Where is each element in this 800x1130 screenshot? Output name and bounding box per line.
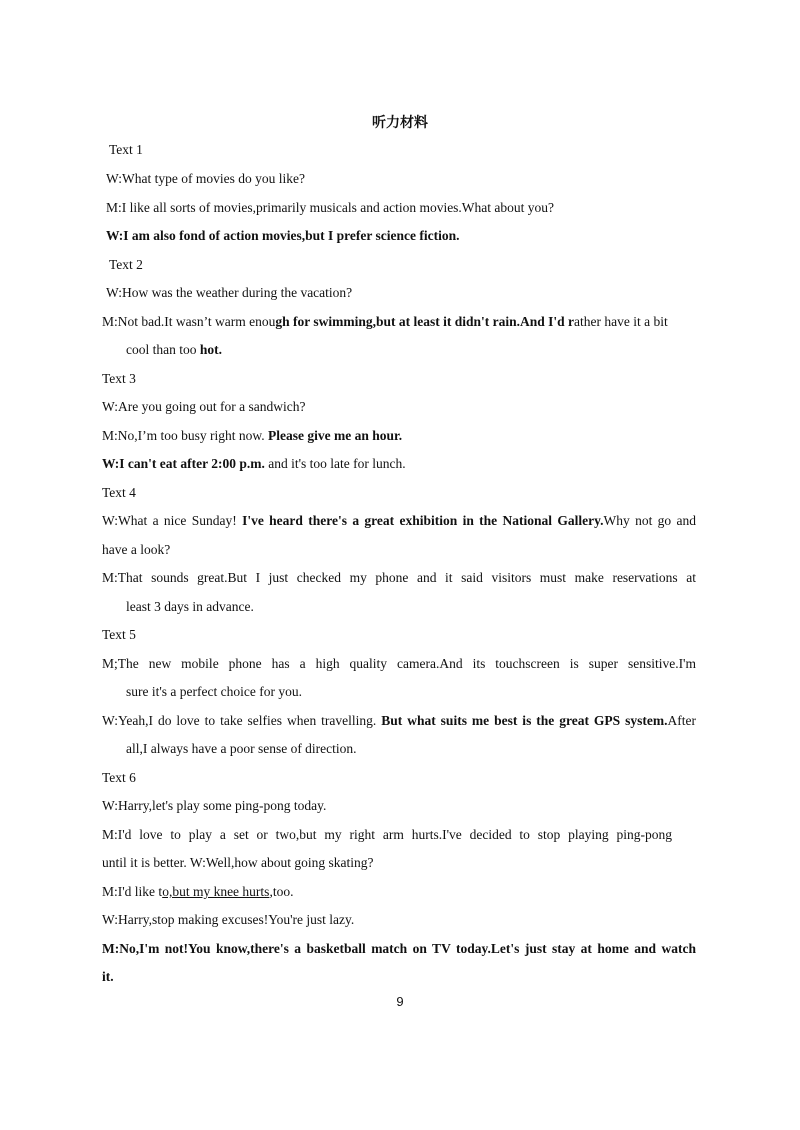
text1-line-3: W:I am also fond of action movies,but I prefer science fiction. — [106, 228, 460, 243]
text4-line-4: least 3 days in advance. — [126, 599, 254, 614]
text6-heading: Text 6 — [102, 770, 136, 785]
text6-line-7: it. — [102, 969, 114, 984]
text6-line-3: until it is better. W:Well,how about going skating? — [102, 855, 374, 870]
text1-line-2: M:I like all sorts of movies,primarily musicals and action movies.What about you? — [106, 200, 555, 215]
text2-line-2: M:Not bad.It wasn’t warm enough for swimming,but at least it didn't rain.And I'd rather have it a bit — [102, 314, 668, 329]
text5-line-4: all,I always have a poor sense of direction. — [126, 741, 357, 756]
text1-line-1: W:What type of movies do you like? — [106, 171, 305, 186]
text5-heading: Text 5 — [102, 627, 136, 642]
text1-heading: Text 1 — [109, 142, 143, 157]
text3-line-2: M:No,I’m too busy right now. Please give me an hour. — [102, 428, 403, 443]
text4-heading: Text 4 — [102, 485, 136, 500]
text3-heading: Text 3 — [102, 371, 136, 386]
text3-line-1: W:Are you going out for a sandwich? — [102, 399, 306, 414]
text6-line-6: M:No,I'm not!You know,there's a basketball match on TV today.Let's just stay at home and watch — [102, 941, 696, 956]
text6-line-1: W:Harry,let's play some ping-pong today. — [102, 798, 327, 813]
text3-line-3: W:I can't eat after 2:00 p.m. and it's too late for lunch. — [102, 456, 406, 471]
text4-line-2: have a look? — [102, 542, 171, 557]
text2-heading: Text 2 — [109, 257, 143, 272]
text5-line-3: W:Yeah,I do love to take selfies when travelling. But what suits me best is the great GPS system.After — [102, 713, 696, 728]
text6-line-5: W:Harry,stop making excuses!You're just lazy. — [102, 912, 355, 927]
page-number: 9 — [396, 994, 404, 1009]
text5-line-1: M;The new mobile phone has a high quality camera.And its touchscreen is super sensitive.I'm — [102, 656, 696, 671]
text6-line-2: M:I'd love to play a set or two,but my right arm hurts.I've decided to stop playing ping-pong — [102, 827, 672, 842]
text4-line-3: M:That sounds great.But I just checked my phone and it said visitors must make reservations at — [102, 570, 696, 585]
text6-line-4: M:I'd like to,but my knee hurts,too. — [102, 884, 294, 899]
text2-line-1: W:How was the weather during the vacation? — [106, 285, 353, 300]
text4-line-1: W:What a nice Sunday! I've heard there's a great exhibition in the National Gallery.Why not go and — [102, 513, 696, 528]
page-title: 听力材料 — [372, 115, 428, 131]
text5-line-2: sure it's a perfect choice for you. — [126, 684, 302, 699]
text2-line-3: cool than too hot. — [126, 342, 223, 357]
